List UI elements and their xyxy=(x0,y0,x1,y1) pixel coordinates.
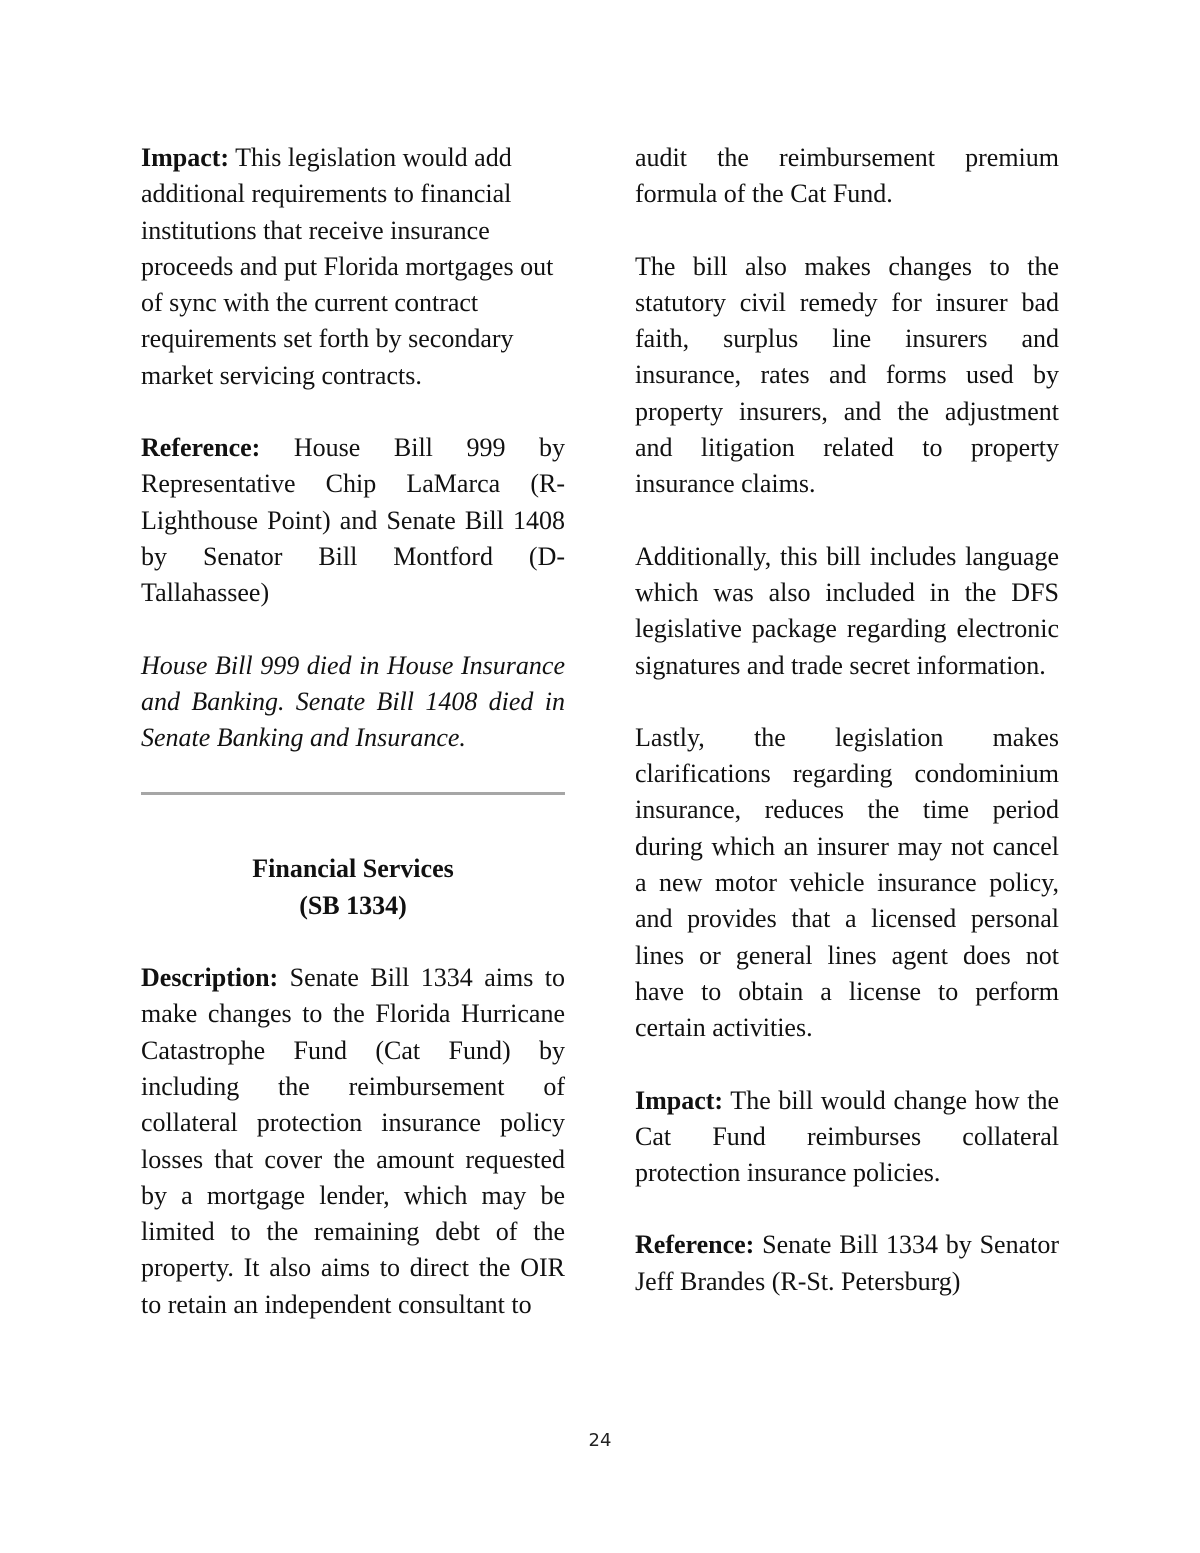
impact-text-right: The bill would change how the Cat Fund reimburses collateral protection insurance policies. xyxy=(635,1085,1059,1188)
impact-paragraph-right xyxy=(635,1083,1059,1192)
reference-paragraph xyxy=(141,430,565,611)
section-heading-title: Financial Services xyxy=(252,854,454,884)
bad-faith-paragraph: The bill also makes changes to the statutory civil remedy for insurer bad faith, surplus line insurers and insurance, rates and forms used by property insurers, and the adjustment and litigation related to property insurance claims. xyxy=(635,251,1059,499)
impact-text: This legislation would add additional requirements to financial institutions that receive insurance proceeds and put Florida mortgages out of sync with the current contract requirements set forth by secondary market servicing contracts. xyxy=(141,143,554,390)
description-paragraph xyxy=(141,960,565,1323)
bill-status-paragraph: House Bill 999 died in House Insurance and Banking. Senate Bill 1408 died in Senate Banking and Insurance. xyxy=(141,650,565,753)
reference-label-right: Reference: xyxy=(635,1230,755,1260)
section-divider xyxy=(141,792,565,795)
description-text: Senate Bill 1334 aims to make changes to the Florida Hurricane Catastrophe Fund (Cat Fund) by including the reimbursement of collateral protection insurance policy losses that cover the amount requested by a mortgage lender, which may be limited to the remaining debt of the property. It also aims to direct the OIR to retain an independent consultant to xyxy=(141,963,565,1319)
page-number: 24 xyxy=(588,1430,612,1451)
reference-label: Reference: xyxy=(141,433,261,463)
right-column xyxy=(635,140,1059,1336)
impact-paragraph xyxy=(141,140,565,394)
description-label: Description: xyxy=(141,963,279,993)
left-column xyxy=(141,140,565,1359)
additionally-paragraph: Additionally, this bill includes language which was also included in the DFS legislative package regarding electronic signatures and trade secret information. xyxy=(635,541,1059,680)
reference-text: House Bill 999 by Representative Chip LaMarca (R-Lighthouse Point) and Senate Bill 1408 by Senator Bill Montford (D-Tallahassee) xyxy=(141,433,565,608)
lastly-paragraph: Lastly, the legislation makes clarifications regarding condominium insurance, reduces the time period during which an insurer may not cancel a new motor vehicle insurance policy, and provides that a licensed personal lines or general lines agent does not have to obtain a license to perform certain activities. xyxy=(635,722,1059,1043)
section-heading-bill: (SB 1334) xyxy=(299,890,407,920)
section-heading xyxy=(141,851,565,924)
impact-label: Impact: xyxy=(141,143,230,172)
reference-paragraph-right xyxy=(635,1227,1059,1300)
impact-label-right: Impact: xyxy=(635,1085,724,1115)
description-continuation: audit the reimbursement premium formula of the Cat Fund. xyxy=(635,143,1059,209)
reference-text-right: Senate Bill 1334 by Senator Jeff Brandes (R-St. Petersburg) xyxy=(635,1230,1059,1296)
